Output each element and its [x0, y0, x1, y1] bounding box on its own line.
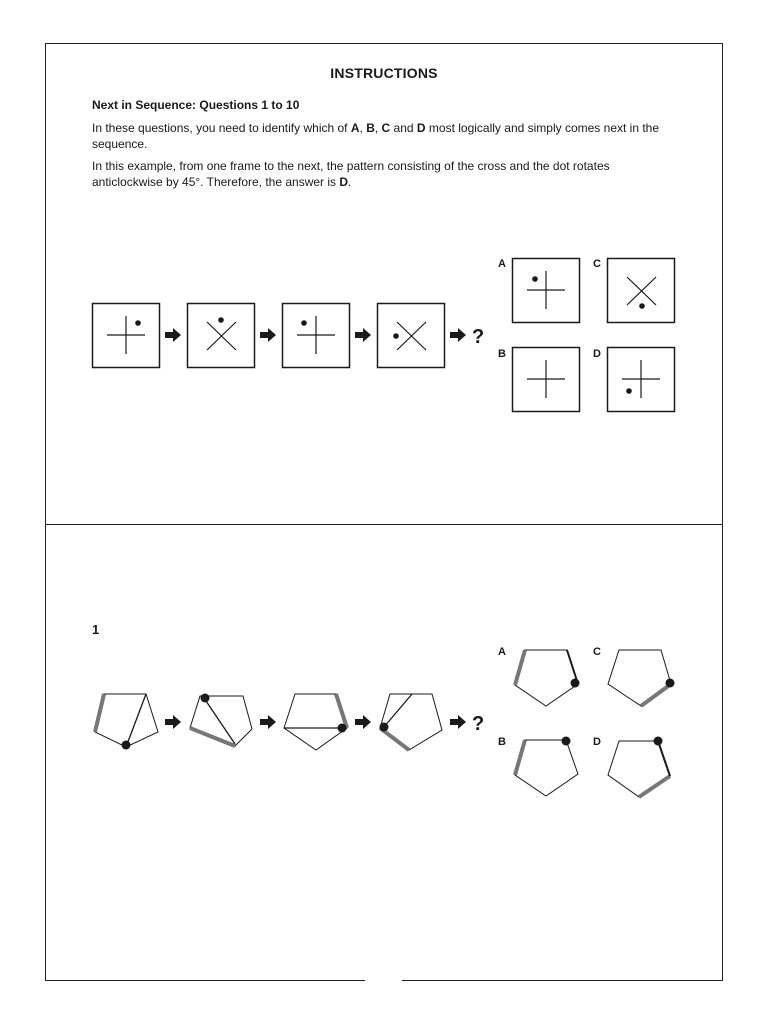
dot-icon	[562, 737, 571, 746]
example-option-a-label: A	[498, 258, 506, 270]
para1-option-b: B	[366, 121, 375, 135]
dot-icon	[626, 388, 632, 394]
question-number: 1	[92, 622, 100, 637]
example-frame-4	[378, 304, 445, 368]
q1-frame-2	[190, 694, 252, 747]
q1-frame-1	[95, 694, 158, 750]
para1-text-start: In these questions, you need to identify which of	[92, 121, 351, 135]
q1-frame-4	[380, 694, 443, 750]
page-title: INSTRUCTIONS	[330, 65, 438, 81]
arrow-right-icon	[165, 328, 181, 342]
q1-question-mark: ?	[472, 713, 485, 735]
para1-sep: ,	[374, 121, 382, 135]
para2-text-end: .	[348, 175, 352, 189]
dot-icon	[135, 320, 141, 326]
dot-icon	[218, 317, 224, 323]
example-option-d[interactable]	[608, 348, 675, 412]
q1-frame-3	[284, 694, 347, 750]
dot-icon	[532, 276, 538, 282]
para1-option-d: D	[416, 121, 426, 135]
para1-option-c: C	[381, 121, 391, 135]
q1-option-c[interactable]	[608, 650, 675, 706]
arrow-right-icon	[165, 715, 181, 729]
example-option-b[interactable]	[513, 348, 580, 412]
dot-icon	[639, 303, 645, 309]
dot-icon	[338, 724, 347, 733]
q1-option-d-label: D	[593, 736, 601, 748]
example-option-b-label: B	[498, 348, 506, 360]
dot-icon	[201, 694, 210, 703]
example-frame-2	[188, 304, 255, 368]
para1-sep: ,	[359, 121, 367, 135]
dot-icon	[666, 679, 675, 688]
arrow-right-icon	[260, 328, 276, 342]
q1-option-c-label: C	[593, 646, 601, 658]
example-option-d-label: D	[593, 348, 601, 360]
example-option-a[interactable]	[513, 259, 580, 323]
dot-icon	[393, 333, 399, 339]
dot-icon	[380, 723, 389, 732]
dot-icon	[122, 741, 131, 750]
arrow-right-icon	[450, 328, 466, 342]
para1-option-a: A	[350, 121, 360, 135]
arrow-right-icon	[355, 328, 371, 342]
example-question-mark: ?	[472, 326, 485, 348]
q1-option-a[interactable]	[515, 650, 580, 706]
example-frame-1	[93, 304, 160, 368]
dot-icon	[301, 320, 307, 326]
para2-answer: D	[339, 175, 349, 189]
para1-text-end: most logically and simply comes next in the sequence.	[92, 121, 660, 151]
arrow-right-icon	[450, 715, 466, 729]
dot-icon	[571, 679, 580, 688]
example-frame-3	[283, 304, 350, 368]
dot-icon	[654, 737, 663, 746]
arrow-right-icon	[355, 715, 371, 729]
para1-and: and	[390, 121, 417, 135]
section-subheading: Next in Sequence: Questions 1 to 10	[92, 98, 300, 112]
example-option-c-label: C	[593, 258, 601, 270]
arrow-right-icon	[260, 715, 276, 729]
example-option-c[interactable]	[608, 259, 675, 323]
para2-text-start: In this example, from one frame to the next, the pattern consisting of the cross and the dot rotates anticlockwise by 45°. Therefore, the answer is	[92, 159, 610, 189]
q1-option-b[interactable]	[515, 737, 578, 797]
q1-option-a-label: A	[498, 646, 506, 658]
q1-option-b-label: B	[498, 736, 506, 748]
q1-option-d[interactable]	[608, 737, 670, 798]
